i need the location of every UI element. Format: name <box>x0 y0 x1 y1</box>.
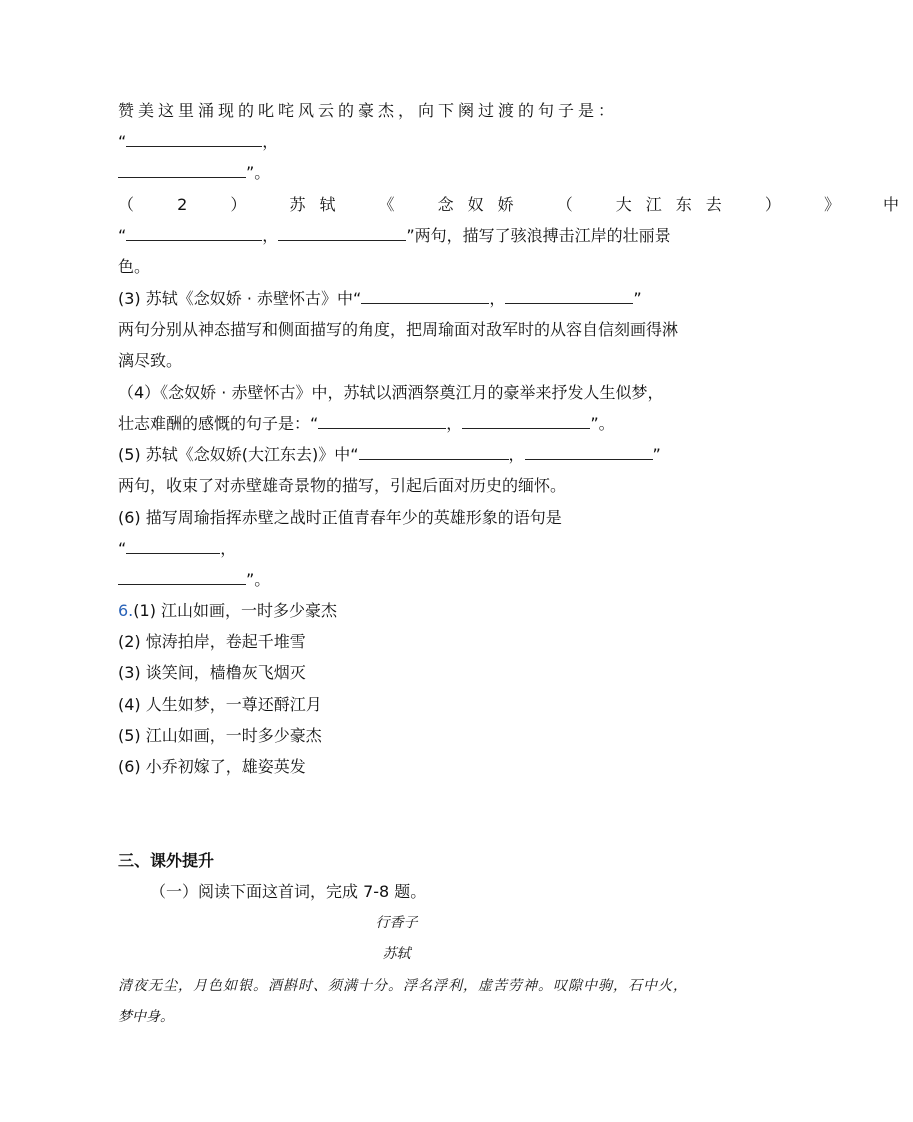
q3-line3: 漓尽致。 <box>118 351 183 370</box>
q4-blank-line <box>118 413 615 435</box>
answer-number: 6. <box>118 601 134 620</box>
answer-blank[interactable] <box>126 225 262 241</box>
open-quote: “ <box>118 539 127 558</box>
answer-blank[interactable] <box>318 413 446 429</box>
comma: ， <box>489 289 506 308</box>
comma: ， <box>220 539 237 558</box>
answer-text: (1) 江山如画，一时多少豪杰 <box>133 601 338 620</box>
answer-blank[interactable] <box>505 288 633 304</box>
answer-3: (3) 谈笑间，樯橹灰飞烟灭 <box>118 663 306 682</box>
q2-blank-line <box>118 225 671 247</box>
q2-line3: 色。 <box>118 257 151 276</box>
comma: ， <box>508 445 525 464</box>
comma: ， <box>262 226 279 245</box>
answer-blank[interactable] <box>359 444 509 460</box>
answer-blank[interactable] <box>278 225 406 241</box>
answer-2: (2) 惊涛拍岸，卷起千堆雪 <box>118 632 306 651</box>
q3-head: (3) 苏轼《念奴娇 · 赤壁怀古》中“ <box>118 289 362 308</box>
q6-blank-line-2 <box>118 569 270 591</box>
q1-blank-line-2 <box>118 162 270 184</box>
poem-line-2: 梦中身。 <box>118 1009 174 1025</box>
section-intro: （一）阅读下面这首词，完成 7-8 题。 <box>150 882 427 901</box>
answer-blank[interactable] <box>525 444 653 460</box>
answer-blank[interactable] <box>462 413 590 429</box>
q1-text <box>118 100 618 122</box>
q5-head: (5) 苏轼《念奴娇(大江东去)》中“ <box>118 445 359 464</box>
close-quote: ” <box>633 289 642 308</box>
comma: ， <box>262 132 279 151</box>
close-quote: ”。 <box>246 570 271 589</box>
answer-blank[interactable] <box>118 162 246 178</box>
answer-1 <box>118 600 337 622</box>
q6-blank-line-1 <box>118 538 236 560</box>
answer-5: (5) 江山如画，一时多少豪杰 <box>118 726 322 745</box>
q2-tail: ”两句，描写了骇浪搏击江岸的壮丽景 <box>406 226 671 245</box>
open-quote: “ <box>118 226 127 245</box>
poem-line-1: 清夜无尘，月色如银。酒斟时、须满十分。浮名浮利，虚苦劳神。叹隙中驹，石中火， <box>118 978 688 994</box>
comma: ， <box>446 414 463 433</box>
poem-author: 苏轼 <box>382 946 411 962</box>
close-quote: ” <box>652 445 661 464</box>
answer-blank[interactable] <box>361 288 489 304</box>
poem-title: 行香子 <box>375 915 418 931</box>
q4-head: 壮志难酬的感慨的句子是：“ <box>118 414 319 433</box>
section-heading: 三、课外提升 <box>118 851 215 870</box>
q1-blank-line-1 <box>118 131 278 153</box>
answer-blank[interactable] <box>126 538 220 554</box>
q5-blank-line <box>118 444 661 466</box>
answer-6: (6) 小乔初嫁了，雄姿英发 <box>118 757 306 776</box>
answer-blank[interactable] <box>118 569 246 585</box>
open-quote: “ <box>118 132 127 151</box>
close-quote: ”。 <box>590 414 615 433</box>
q2-label-row <box>118 194 913 216</box>
q6-line1: (6) 描写周瑜指挥赤壁之战时正值青春年少的英雄形象的语句是 <box>118 508 562 527</box>
q1-stem: 赞美这里涌现的叱咤风云的豪杰，向下阕过渡的句子是： <box>118 101 619 120</box>
answer-4: (4) 人生如梦，一尊还酹江月 <box>118 695 322 714</box>
q4-line1: （4）《念奴娇 · 赤壁怀古》中，苏轼以洒酒祭奠江月的豪举来抒发人生似梦， <box>118 383 664 402</box>
close-quote: ”。 <box>246 163 271 182</box>
answer-blank[interactable] <box>126 131 262 147</box>
q5-line2: 两句，收束了对赤壁雄奇景物的描写，引起后面对历史的缅怀。 <box>118 476 567 495</box>
q2-label: （ 2 ） 苏轼 《 念奴娇 （ 大江东去 ） 》 中 <box>118 195 913 214</box>
q3-blank-line <box>118 288 642 310</box>
q3-line2: 两句分别从神态描写和侧面描写的角度，把周瑜面对敌军时的从容自信刻画得淋 <box>118 320 679 339</box>
